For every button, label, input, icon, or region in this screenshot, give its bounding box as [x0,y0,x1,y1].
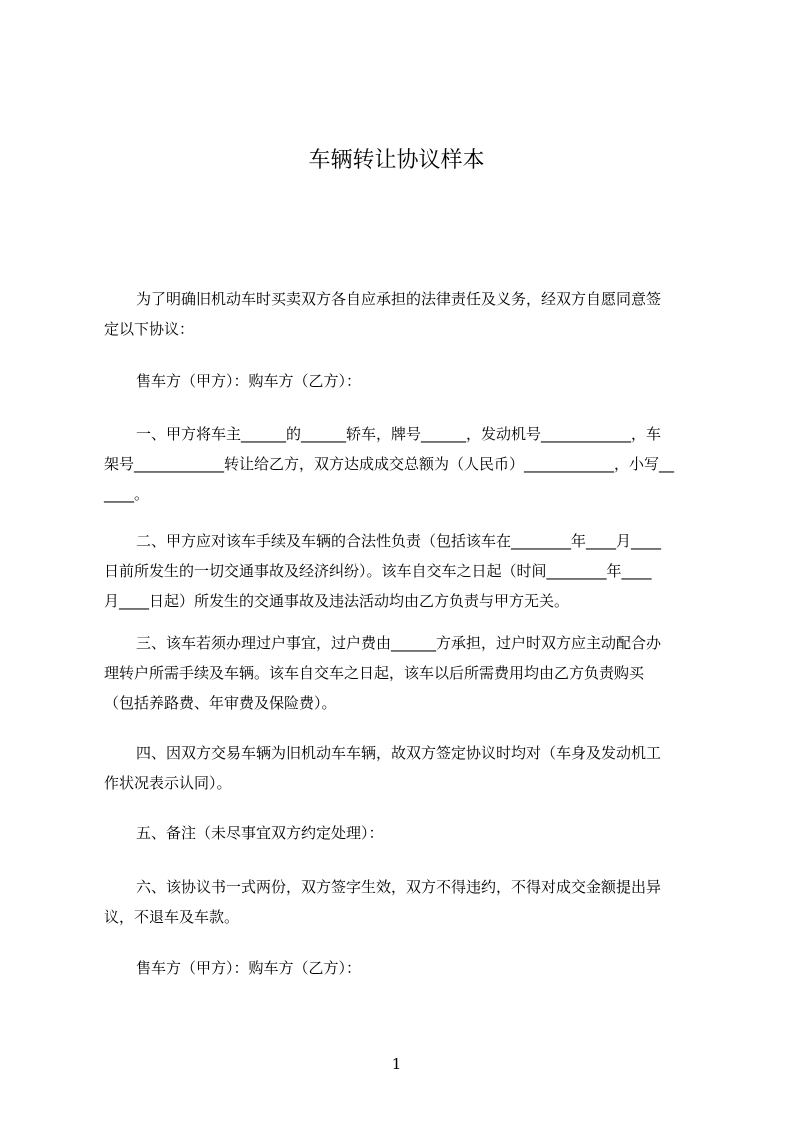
text-line: 作状况表示认同）。 [104,774,232,792]
text-line: 售车方（甲方）：购车方（乙方）： [136,959,362,977]
text-line: 为了明确旧机动车时买卖双方各自应承担的法律责任及义务，经双方自愿同意签 [136,290,662,308]
text-line: 架号____________转让给乙方，双方达成成交总额为（人民币）____________，小写__ [104,455,675,473]
paragraph-clause-1 [104,419,704,509]
paragraph-clause-6 [104,872,704,932]
text-line: 售车方（甲方）：购车方（乙方）： [136,372,362,390]
page-number: 1 [391,1055,402,1073]
text-line: （包括养路费、年审费及保险费）。 [104,694,337,712]
paragraph-signature [104,953,704,983]
paragraph-clause-4 [104,738,704,798]
paragraph-intro [104,284,704,344]
text-line: ____。 [104,485,150,503]
text-line: 月____日起）所发生的交通事故及违法活动均由乙方负责与甲方无关。 [104,592,570,610]
paragraph-clause-5 [104,818,704,848]
document-title: 车辆转让协议样本 [308,148,485,173]
text-line: 一、甲方将车主______的______轿车，牌号______，发动机号____________，车 [136,425,662,443]
text-line: 六、该协议书一式两份，双方签字生效，双方不得违约，不得对成交金额提出异 [136,878,662,896]
text-line: 二、甲方应对该车手续及车辆的合法性负责（包括该车在________年____月____ [136,532,662,550]
paragraph-clause-3 [104,628,704,718]
text-line: 日前所发生的一切交通事故及经济纠纷）。该车自交车之日起（时间________年____ [104,562,652,580]
paragraph-clause-2 [104,526,704,616]
text-line: 理转户所需手续及车辆。该车自交车之日起，该车以后所需费用均由乙方负责购买 [104,664,645,682]
text-line: 五、备注（未尽事宜双方约定处理）： [136,824,384,842]
text-line: 四、因双方交易车辆为旧机动车车辆，故双方签定协议时均对（车身及发动机工 [136,744,662,762]
paragraph-parties [104,366,704,396]
text-line: 定以下协议： [104,320,195,338]
text-line: 三、该车若须办理过户事宜，过户费由______方承担，过户时双方应主动配合办 [136,634,662,652]
text-line: 议，不退车及车款。 [104,908,240,926]
